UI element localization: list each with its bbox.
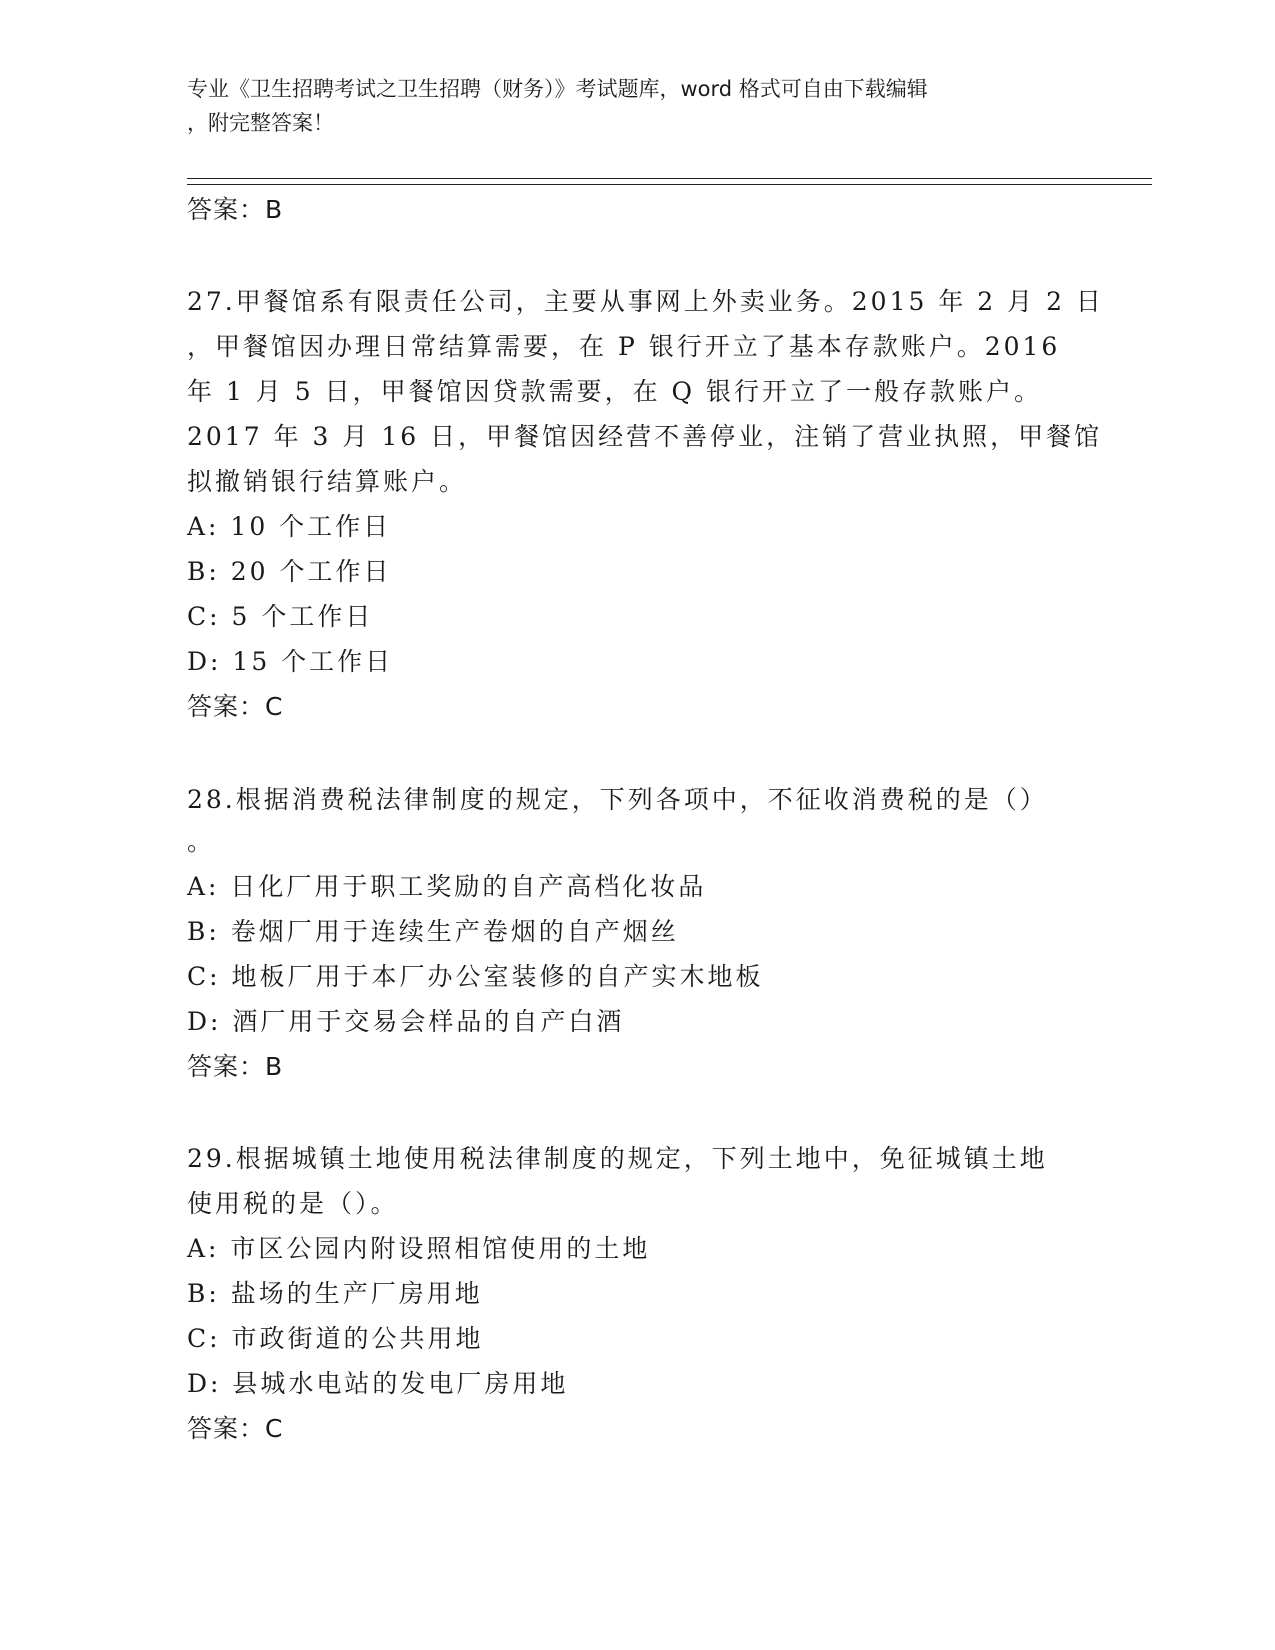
question-28-stem-line-2: 。 [187,827,216,856]
question-29-stem-line-1: 29.根据城镇土地使用税法律制度的规定，下列土地中，免征城镇土地 [187,1144,1048,1173]
header-divider [187,178,1152,179]
header-line-2: ，附完整答案！ [187,111,334,135]
question-28-option-b: B: 卷烟厂用于连续生产卷烟的自产烟丝 [187,917,679,946]
document-header [187,72,1067,140]
question-29-answer: 答案：C [187,1414,284,1443]
header-line-1: 专业《卫生招聘考试之卫生招聘（财务）》考试题库，word 格式可自由下载编辑 [187,77,928,101]
question-27-stem-line-1: 27.甲餐馆系有限责任公司，主要从事网上外卖业务。2015 年 2 月 2 日 [187,287,1104,316]
question-28-answer: 答案：B [187,1052,284,1081]
question-29-option-a: A: 市区公园内附设照相馆使用的土地 [187,1234,651,1263]
question-27-option-b: B: 20 个工作日 [187,557,392,586]
question-27-stem-line-5: 拟撤销银行结算账户。 [187,467,468,496]
previous-answer: 答案：B [187,195,284,224]
question-27-option-c: C: 5 个工作日 [187,602,374,631]
question-28-option-c: C: 地板厂用于本厂办公室装修的自产实木地板 [187,962,764,991]
question-27-option-d: D: 15 个工作日 [187,647,394,676]
question-29-option-d: D: 县城水电站的发电厂房用地 [187,1369,569,1398]
question-29-stem-line-2: 使用税的是（）。 [187,1189,399,1218]
question-29-option-c: C: 市政街道的公共用地 [187,1324,484,1353]
question-27-stem-line-4: 2017 年 3 月 16 日，甲餐馆因经营不善停业，注销了营业执照，甲餐馆 [187,422,1103,451]
question-28-option-d: D: 酒厂用于交易会样品的自产白酒 [187,1007,625,1036]
question-28-option-a: A: 日化厂用于职工奖励的自产高档化妆品 [187,872,707,901]
question-29-option-b: B: 盐场的生产厂房用地 [187,1279,483,1308]
question-28-stem-line-1: 28.根据消费税法律制度的规定，下列各项中，不征收消费税的是（） [187,785,1048,814]
question-27-option-a: A: 10 个工作日 [187,512,392,541]
question-27-stem-line-3: 年 1 月 5 日，甲餐馆因贷款需要，在 Q 银行开立了一般存款账户。 [187,377,1042,406]
header-divider-inner [187,184,1152,185]
question-27-answer: 答案：C [187,692,284,721]
question-27-stem-line-2: ，甲餐馆因办理日常结算需要，在 P 银行开立了基本存款账户。2016 [187,332,1061,361]
